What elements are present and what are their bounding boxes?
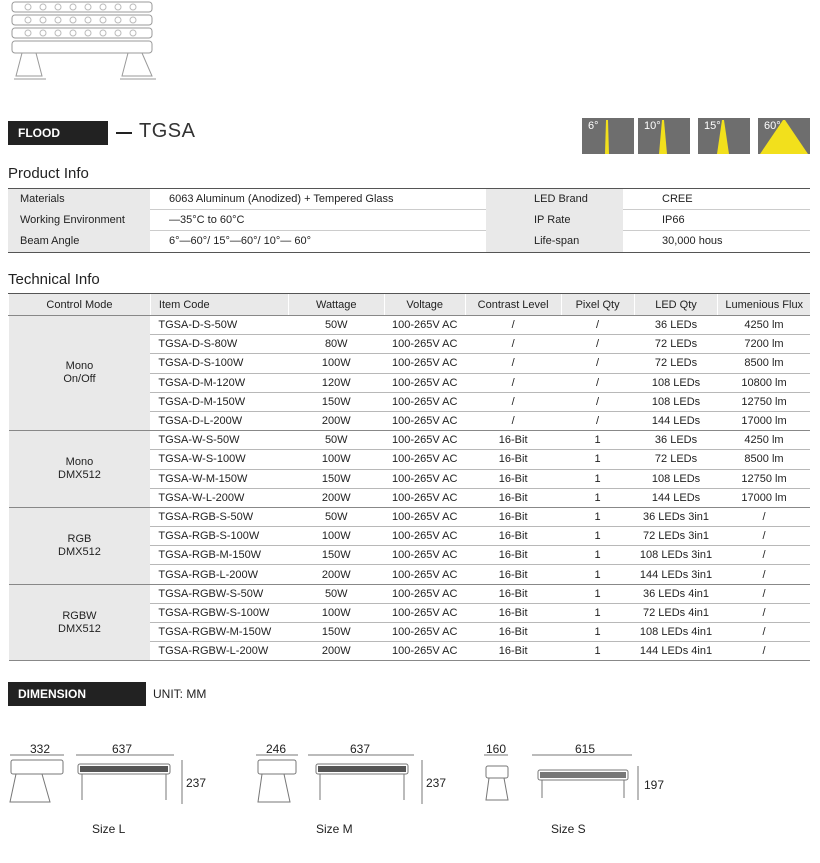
beam-10-degree bbox=[638, 118, 690, 154]
size-s-drawing bbox=[480, 752, 650, 808]
led-qty-cell: 36 LEDs 4in1 bbox=[634, 584, 718, 603]
beam-15-degree bbox=[698, 118, 750, 154]
info-value: CREE bbox=[662, 193, 693, 205]
wattage-cell: 50W bbox=[288, 431, 384, 450]
column-header: Voltage bbox=[384, 294, 465, 316]
technical-info-heading: Technical Info bbox=[8, 271, 100, 288]
control-mode-line: On/Off bbox=[63, 373, 96, 386]
luminous-flux-cell: / bbox=[718, 642, 810, 661]
voltage-cell: 100-265V AC bbox=[384, 431, 465, 450]
contrast-level-cell: 16-Bit bbox=[465, 488, 561, 507]
info-label: LED Brand bbox=[486, 189, 623, 210]
size-l-label: Size L bbox=[92, 822, 126, 836]
pixel-qty-cell: / bbox=[561, 373, 634, 392]
luminous-flux-cell: 8500 lm bbox=[718, 450, 810, 469]
item-code-cell: TGSA-RGBW-M-150W bbox=[150, 623, 288, 642]
beam-60-degree bbox=[758, 118, 810, 154]
luminous-flux-cell: 12750 lm bbox=[718, 392, 810, 411]
item-code-cell: TGSA-RGB-S-50W bbox=[150, 507, 288, 526]
luminous-flux-cell: 4250 lm bbox=[718, 316, 810, 335]
item-code-cell: TGSA-D-S-80W bbox=[150, 335, 288, 354]
item-code-cell: TGSA-D-M-120W bbox=[150, 373, 288, 392]
pixel-qty-cell: / bbox=[561, 411, 634, 430]
wattage-cell: 200W bbox=[288, 488, 384, 507]
pixel-qty-cell: 1 bbox=[561, 642, 634, 661]
contrast-level-cell: / bbox=[465, 411, 561, 430]
contrast-level-cell: / bbox=[465, 316, 561, 335]
size-m-length: 637 bbox=[350, 742, 371, 756]
pixel-qty-cell: 1 bbox=[561, 565, 634, 584]
led-qty-cell: 72 LEDs bbox=[634, 335, 718, 354]
led-qty-cell: 108 LEDs bbox=[634, 392, 718, 411]
contrast-level-cell: 16-Bit bbox=[465, 527, 561, 546]
info-label: Beam Angle bbox=[8, 231, 150, 252]
info-value: —35°C to 60°C bbox=[169, 214, 245, 226]
column-header: Pixel Qty bbox=[561, 294, 634, 316]
voltage-cell: 100-265V AC bbox=[384, 392, 465, 411]
wattage-cell: 150W bbox=[288, 546, 384, 565]
wattage-cell: 200W bbox=[288, 565, 384, 584]
luminous-flux-cell: 12750 lm bbox=[718, 469, 810, 488]
info-label: Life-span bbox=[486, 231, 623, 252]
wattage-cell: 50W bbox=[288, 316, 384, 335]
item-code-cell: TGSA-D-M-150W bbox=[150, 392, 288, 411]
product-thumbnail bbox=[8, 0, 158, 82]
item-code-cell: TGSA-RGB-S-100W bbox=[150, 527, 288, 546]
wattage-cell: 200W bbox=[288, 411, 384, 430]
pixel-qty-cell: 1 bbox=[561, 469, 634, 488]
voltage-cell: 100-265V AC bbox=[384, 527, 465, 546]
technical-info-body bbox=[9, 316, 811, 661]
control-mode-line: DMX512 bbox=[58, 469, 101, 481]
control-mode-line: RGB bbox=[67, 532, 92, 545]
contrast-level-cell: 16-Bit bbox=[465, 565, 561, 584]
wattage-cell: 150W bbox=[288, 623, 384, 642]
size-l-length: 637 bbox=[112, 742, 133, 756]
control-mode-cell bbox=[9, 584, 151, 661]
pixel-qty-cell: / bbox=[561, 392, 634, 411]
control-mode-cell bbox=[9, 431, 151, 508]
column-header: LED Qty bbox=[634, 294, 718, 316]
luminous-flux-cell: / bbox=[718, 623, 810, 642]
wattage-cell: 150W bbox=[288, 392, 384, 411]
info-label: Working Environment bbox=[8, 210, 150, 231]
dimension-details-tag: DIMENSION DETAILS bbox=[8, 682, 146, 706]
voltage-cell: 100-265V AC bbox=[384, 584, 465, 603]
wattage-cell: 100W bbox=[288, 450, 384, 469]
item-code-cell: TGSA-RGBW-S-100W bbox=[150, 603, 288, 622]
contrast-level-cell: / bbox=[465, 373, 561, 392]
led-qty-cell: 36 LEDs bbox=[634, 316, 718, 335]
led-qty-cell: 72 LEDs 4in1 bbox=[634, 603, 718, 622]
item-code-cell: TGSA-W-M-150W bbox=[150, 469, 288, 488]
item-code-cell: TGSA-RGB-M-150W bbox=[150, 546, 288, 565]
voltage-cell: 100-265V AC bbox=[384, 411, 465, 430]
size-s-height: 197 bbox=[644, 778, 665, 792]
size-m-label: Size M bbox=[316, 822, 353, 836]
wattage-cell: 50W bbox=[288, 507, 384, 526]
luminous-flux-cell: 17000 lm bbox=[718, 488, 810, 507]
luminous-flux-cell: / bbox=[718, 603, 810, 622]
contrast-level-cell: 16-Bit bbox=[465, 584, 561, 603]
led-qty-cell: 36 LEDs bbox=[634, 431, 718, 450]
contrast-level-cell: 16-Bit bbox=[465, 431, 561, 450]
luminous-flux-cell: / bbox=[718, 584, 810, 603]
control-mode-line: DMX512 bbox=[58, 545, 101, 558]
item-code-cell: TGSA-RGBW-S-50W bbox=[150, 584, 288, 603]
beam-label: 15° bbox=[704, 120, 721, 132]
wattage-cell: 120W bbox=[288, 373, 384, 392]
size-l-depth: 332 bbox=[30, 742, 51, 756]
contrast-level-cell: 16-Bit bbox=[465, 450, 561, 469]
column-header: Wattage bbox=[288, 294, 384, 316]
item-code-cell: TGSA-RGB-L-200W bbox=[150, 565, 288, 584]
luminous-flux-cell: 10800 lm bbox=[718, 373, 810, 392]
led-qty-cell: 144 LEDs 4in1 bbox=[634, 642, 718, 661]
led-qty-cell: 72 LEDs 3in1 bbox=[634, 527, 718, 546]
size-m-depth: 246 bbox=[266, 742, 287, 756]
item-code-cell: TGSA-W-L-200W bbox=[150, 488, 288, 507]
info-label: IP Rate bbox=[486, 210, 623, 231]
led-qty-cell: 144 LEDs bbox=[634, 488, 718, 507]
beam-label: 6° bbox=[588, 120, 599, 132]
wattage-cell: 150W bbox=[288, 469, 384, 488]
led-qty-cell: 72 LEDs bbox=[634, 354, 718, 373]
product-info-row bbox=[8, 210, 810, 231]
voltage-cell: 100-265V AC bbox=[384, 335, 465, 354]
contrast-level-cell: 16-Bit bbox=[465, 623, 561, 642]
pixel-qty-cell: 1 bbox=[561, 488, 634, 507]
beam-label: 10° bbox=[644, 120, 661, 132]
contrast-level-cell: / bbox=[465, 354, 561, 373]
info-value: IP66 bbox=[662, 214, 685, 226]
column-header: Contrast Level bbox=[465, 294, 561, 316]
wattage-cell: 100W bbox=[288, 603, 384, 622]
table-header-row bbox=[9, 294, 811, 316]
led-qty-cell: 108 LEDs 3in1 bbox=[634, 546, 718, 565]
control-mode-line: RGBW bbox=[62, 609, 97, 622]
luminous-flux-cell: / bbox=[718, 527, 810, 546]
product-info-heading: Product Info bbox=[8, 165, 89, 182]
voltage-cell: 100-265V AC bbox=[384, 373, 465, 392]
contrast-level-cell: 16-Bit bbox=[465, 546, 561, 565]
led-qty-cell: 108 LEDs bbox=[634, 469, 718, 488]
beam-6-degree bbox=[582, 118, 634, 154]
luminous-flux-cell: / bbox=[718, 546, 810, 565]
wattage-cell: 80W bbox=[288, 335, 384, 354]
luminous-flux-cell: 8500 lm bbox=[718, 354, 810, 373]
pixel-qty-cell: / bbox=[561, 354, 634, 373]
info-value: 30,000 hous bbox=[662, 235, 723, 247]
voltage-cell: 100-265V AC bbox=[384, 354, 465, 373]
category-tag: FLOOD LIGHT bbox=[8, 121, 108, 145]
info-value: 6°—60°/ 15°—60°/ 10°— 60° bbox=[169, 235, 311, 247]
pixel-qty-cell: 1 bbox=[561, 584, 634, 603]
control-mode-line: DMX512 bbox=[58, 622, 101, 635]
pixel-qty-cell: 1 bbox=[561, 527, 634, 546]
voltage-cell: 100-265V AC bbox=[384, 642, 465, 661]
luminous-flux-cell: 4250 lm bbox=[718, 431, 810, 450]
voltage-cell: 100-265V AC bbox=[384, 507, 465, 526]
control-mode-line: Mono bbox=[65, 456, 94, 468]
led-qty-cell: 144 LEDs bbox=[634, 411, 718, 430]
wattage-cell: 50W bbox=[288, 584, 384, 603]
control-mode-line: Mono bbox=[65, 360, 94, 373]
series-title: TGSA bbox=[139, 120, 196, 142]
luminous-flux-cell: / bbox=[718, 507, 810, 526]
pixel-qty-cell: 1 bbox=[561, 507, 634, 526]
item-code-cell: TGSA-D-S-50W bbox=[150, 316, 288, 335]
product-info-row bbox=[8, 231, 810, 252]
pixel-qty-cell: 1 bbox=[561, 603, 634, 622]
column-header: Control Mode bbox=[9, 294, 151, 316]
pixel-qty-cell: / bbox=[561, 316, 634, 335]
contrast-level-cell: 16-Bit bbox=[465, 642, 561, 661]
size-s-length: 615 bbox=[575, 742, 596, 756]
pixel-qty-cell: 1 bbox=[561, 450, 634, 469]
voltage-cell: 100-265V AC bbox=[384, 469, 465, 488]
size-s-label: Size S bbox=[551, 822, 586, 836]
pixel-qty-cell: 1 bbox=[561, 623, 634, 642]
size-l-drawing bbox=[6, 752, 216, 808]
item-code-cell: TGSA-W-S-50W bbox=[150, 431, 288, 450]
product-info-table bbox=[8, 188, 810, 253]
table-row bbox=[9, 507, 811, 526]
info-value: 6063 Aluminum (Anodized) + Tempered Glass bbox=[169, 193, 394, 205]
item-code-cell: TGSA-D-S-100W bbox=[150, 354, 288, 373]
led-qty-cell: 72 LEDs bbox=[634, 450, 718, 469]
led-qty-cell: 144 LEDs 3in1 bbox=[634, 565, 718, 584]
pixel-qty-cell: 1 bbox=[561, 546, 634, 565]
pixel-qty-cell: 1 bbox=[561, 431, 634, 450]
led-qty-cell: 108 LEDs bbox=[634, 373, 718, 392]
contrast-level-cell: 16-Bit bbox=[465, 469, 561, 488]
contrast-level-cell: / bbox=[465, 335, 561, 354]
luminous-flux-cell: 17000 lm bbox=[718, 411, 810, 430]
table-row bbox=[9, 316, 811, 335]
item-code-cell: TGSA-RGBW-L-200W bbox=[150, 642, 288, 661]
voltage-cell: 100-265V AC bbox=[384, 450, 465, 469]
voltage-cell: 100-265V AC bbox=[384, 623, 465, 642]
beam-label: 60° bbox=[764, 120, 781, 132]
table-row bbox=[9, 584, 811, 603]
led-qty-cell: 108 LEDs 4in1 bbox=[634, 623, 718, 642]
wattage-cell: 100W bbox=[288, 354, 384, 373]
led-qty-cell: 36 LEDs 3in1 bbox=[634, 507, 718, 526]
voltage-cell: 100-265V AC bbox=[384, 603, 465, 622]
item-code-cell: TGSA-W-S-100W bbox=[150, 450, 288, 469]
info-label: Materials bbox=[8, 189, 150, 210]
technical-info-table bbox=[8, 293, 810, 661]
voltage-cell: 100-265V AC bbox=[384, 565, 465, 584]
column-header: Item Code bbox=[150, 294, 288, 316]
voltage-cell: 100-265V AC bbox=[384, 316, 465, 335]
item-code-cell: TGSA-D-L-200W bbox=[150, 411, 288, 430]
dimension-unit: UNIT: MM bbox=[153, 687, 207, 701]
wattage-cell: 100W bbox=[288, 527, 384, 546]
size-m-height: 237 bbox=[426, 776, 447, 790]
contrast-level-cell: / bbox=[465, 392, 561, 411]
column-header: Lumenious Flux bbox=[718, 294, 810, 316]
pixel-qty-cell: / bbox=[561, 335, 634, 354]
contrast-level-cell: 16-Bit bbox=[465, 603, 561, 622]
title-dash bbox=[116, 132, 132, 134]
size-l-height: 237 bbox=[186, 776, 207, 790]
size-s-depth: 160 bbox=[486, 742, 507, 756]
voltage-cell: 100-265V AC bbox=[384, 546, 465, 565]
table-row bbox=[9, 431, 811, 450]
product-info-row bbox=[8, 189, 810, 210]
luminous-flux-cell: 7200 lm bbox=[718, 335, 810, 354]
control-mode-cell bbox=[9, 316, 151, 431]
control-mode-cell bbox=[9, 507, 151, 584]
voltage-cell: 100-265V AC bbox=[384, 488, 465, 507]
luminous-flux-cell: / bbox=[718, 565, 810, 584]
wattage-cell: 200W bbox=[288, 642, 384, 661]
contrast-level-cell: 16-Bit bbox=[465, 507, 561, 526]
